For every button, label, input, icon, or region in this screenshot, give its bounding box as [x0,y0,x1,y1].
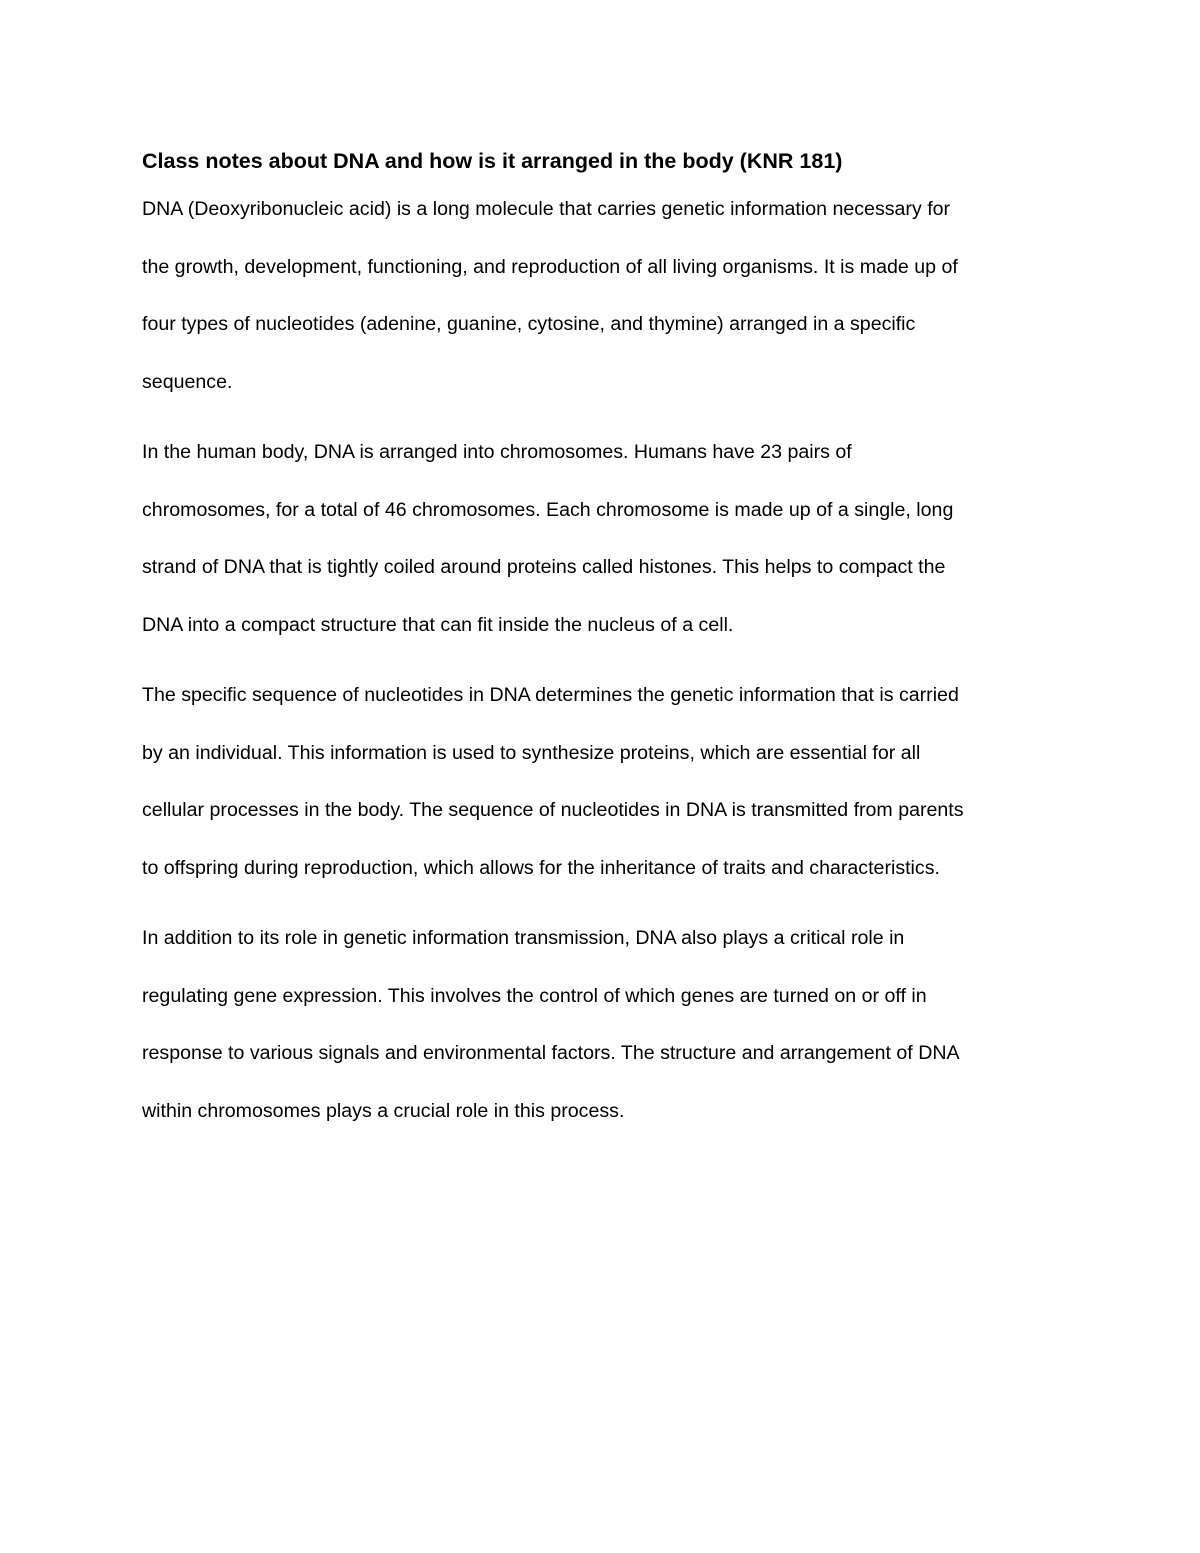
paragraph-genetic-information [142,667,1062,897]
paragraph-gene-expression [142,910,1062,1140]
paragraph-line: four types of nucleotides (adenine, guanine, cytosine, and thymine) arranged in a specific [142,313,916,335]
document-title: Class notes about DNA and how is it arranged in the body (KNR 181) [142,149,843,173]
paragraph-dna-definition [142,181,1062,411]
paragraph-line: sequence. [142,370,233,393]
paragraph-line: DNA into a compact structure that can fit inside the nucleus of a cell. [142,613,734,636]
paragraph-line: In the human body, DNA is arranged into chromosomes. Humans have 23 pairs of [142,441,852,463]
paragraph-chromosomes [142,424,1062,654]
paragraph-line: cellular processes in the body. The sequence of nucleotides in DNA is transmitted from parents [142,799,964,821]
paragraph-line: chromosomes, for a total of 46 chromosomes. Each chromosome is made up of a single, long [142,498,954,521]
paragraph-line: strand of DNA that is tightly coiled around proteins called histones. This helps to compact the [142,556,946,578]
document-body [142,140,1062,1153]
paragraph-line: within chromosomes plays a crucial role in this process. [142,1099,625,1122]
paragraph-line: response to various signals and environmental factors. The structure and arrangement of DNA [142,1042,960,1064]
paragraph-line: the growth, development, functioning, and reproduction of all living organisms. It is made up of [142,255,958,278]
paragraph-line: In addition to its role in genetic information transmission, DNA also plays a critical role in [142,927,905,949]
paragraph-line: The specific sequence of nucleotides in DNA determines the genetic information that is carried [142,684,959,706]
paragraph-line: to offspring during reproduction, which allows for the inheritance of traits and characteristics. [142,856,940,879]
paragraph-line: by an individual. This information is used to synthesize proteins, which are essential for all [142,741,921,764]
paragraph-line: regulating gene expression. This involves the control of which genes are turned on or off in [142,984,927,1007]
paragraph-line: DNA (Deoxyribonucleic acid) is a long molecule that carries genetic information necessary for [142,198,951,220]
